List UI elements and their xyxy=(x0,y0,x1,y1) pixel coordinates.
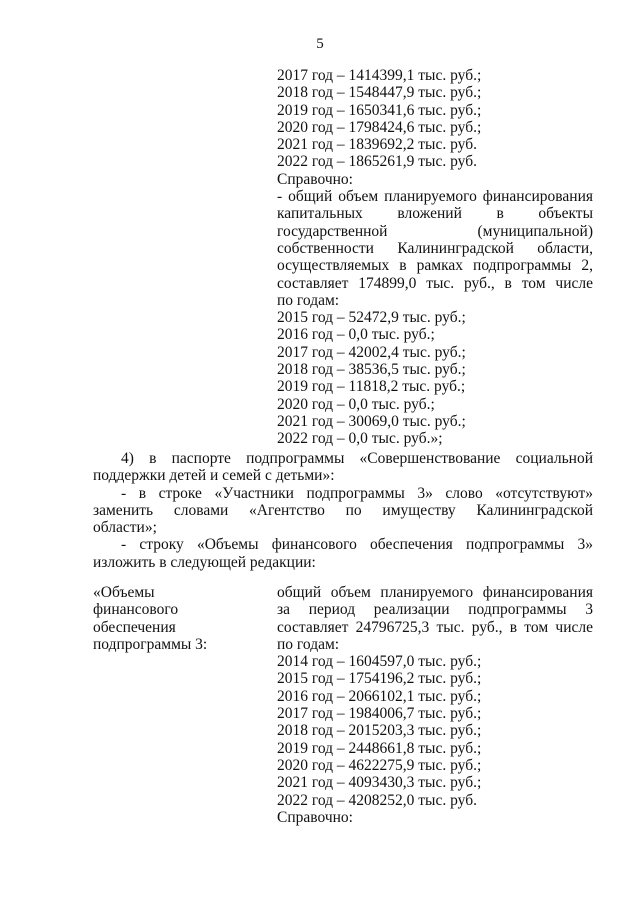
subprogram2-financing-column xyxy=(277,67,593,448)
year-line: 2016 год – 2066102,1 тыс. руб.; xyxy=(277,687,482,705)
subprogram3-financing-column xyxy=(277,584,593,826)
reference-year-line: 2017 год – 42002,4 тыс. руб.; xyxy=(277,343,466,361)
year-line: 2017 год – 1984006,7 тыс. руб.; xyxy=(277,705,482,723)
reference-text-line: осуществляемых в рамках подпрограммы 2, xyxy=(277,257,593,275)
row-label-line: финансового xyxy=(93,601,179,619)
reference-text-line: собственности Калининградской области, xyxy=(277,239,593,257)
year-line: 2015 год – 1754196,2 тыс. руб.; xyxy=(277,670,482,688)
year-line: 2019 год – 2448661,8 тыс. руб.; xyxy=(277,739,482,757)
year-line: 2020 год – 1798424,6 тыс. руб.; xyxy=(277,118,482,136)
year-line: 2017 год – 1414399,1 тыс. руб.; xyxy=(277,67,482,84)
year-line: 2022 год – 1865261,9 тыс. руб. xyxy=(277,153,477,171)
reference-text-line: по годам: xyxy=(277,291,340,309)
reference-year-line: 2015 год – 52472,9 тыс. руб.; xyxy=(277,309,466,327)
year-line: 2020 год – 4622275,9 тыс. руб.; xyxy=(277,756,482,774)
year-line: 2018 год – 2015203,3 тыс. руб.; xyxy=(277,722,482,740)
paragraph-line: области»; xyxy=(93,519,157,537)
reference-year-line: 2016 год – 0,0 тыс. руб.; xyxy=(277,326,435,344)
subprogram3-row-label xyxy=(93,584,263,653)
year-line: 2014 год – 1604597,0 тыс. руб.; xyxy=(277,653,482,671)
reference-label: Справочно: xyxy=(277,808,353,826)
reference-year-line: 2022 год – 0,0 тыс. руб.»; xyxy=(277,430,443,448)
page-number: 5 xyxy=(316,36,324,52)
reference-year-line: 2018 год – 38536,5 тыс. руб.; xyxy=(277,361,466,379)
year-line: 2022 год – 4208252,0 тыс. руб. xyxy=(277,791,477,809)
paragraph-line: 4) в паспорте подпрограммы «Совершенствование социальной xyxy=(121,450,593,467)
paragraph-line: - строку «Объемы финансового обеспечения подпрограммы 3» xyxy=(121,536,593,554)
reference-year-line: 2020 год – 0,0 тыс. руб.; xyxy=(277,395,435,413)
reference-text-line: государственной (муниципальной) xyxy=(277,222,593,240)
year-line: 2021 год – 1839692,2 тыс. руб. xyxy=(277,136,477,154)
row-label-line: обеспечения xyxy=(93,618,176,636)
row-label-line: подпрограммы 3: xyxy=(93,635,208,653)
row-label-line: «Объемы xyxy=(93,584,155,601)
year-line: 2018 год – 1548447,9 тыс. руб.; xyxy=(277,84,482,102)
year-line: 2019 год – 1650341,6 тыс. руб.; xyxy=(277,101,482,119)
amendment-paragraphs xyxy=(93,450,593,571)
intro-line: по годам: xyxy=(277,635,340,653)
reference-year-line: 2019 год – 11818,2 тыс. руб.; xyxy=(277,378,466,396)
intro-line: составляет 24796725,3 тыс. руб., в том числе xyxy=(277,618,593,636)
paragraph-line: изложить в следующей редакции: xyxy=(93,553,316,571)
reference-text-line: составляет 174899,0 тыс. руб., в том числе xyxy=(277,274,593,292)
paragraph-line: - в строке «Участники подпрограммы 3» слово «отсутствуют» xyxy=(121,484,593,502)
paragraph-line: заменить словами «Агентство по имуществу Калининградской xyxy=(93,501,593,519)
intro-line: за период реализации подпрограммы 3 xyxy=(277,601,593,619)
reference-label: Справочно: xyxy=(277,170,353,188)
reference-year-line: 2021 год – 30069,0 тыс. руб.; xyxy=(277,412,466,430)
paragraph-line: поддержки детей и семей с детьми»: xyxy=(93,467,335,485)
year-line: 2021 год – 4093430,3 тыс. руб.; xyxy=(277,774,482,792)
reference-text-line: капитальных вложений в объекты xyxy=(277,205,593,223)
intro-line: общий объем планируемого финансирования xyxy=(277,584,593,601)
reference-text-line: - общий объем планируемого финансирования xyxy=(277,188,593,206)
